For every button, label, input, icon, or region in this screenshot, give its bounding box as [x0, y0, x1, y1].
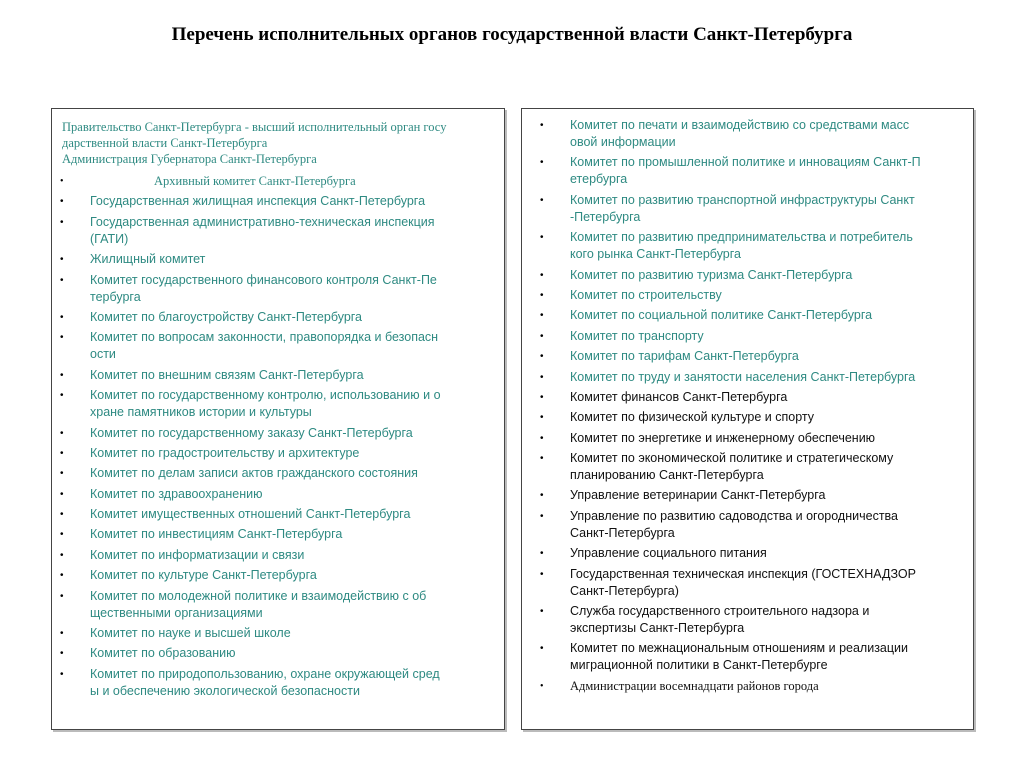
list-item-line: Комитет по природопользованию, охране окружающей сред [90, 666, 440, 681]
list-item-line: Комитет по благоустройству Санкт-Петербурга [90, 309, 363, 324]
list-item-line: ы и обеспечению экологической безопасности [90, 683, 360, 698]
list-item [532, 640, 972, 674]
list-item [52, 625, 506, 642]
bullet-icon: • [540, 310, 544, 322]
bullet-icon: • [540, 289, 544, 301]
bullet-icon: • [540, 643, 544, 655]
list-item-line: Комитет по молодежной политике и взаимодействию с об [90, 588, 427, 603]
list-item [52, 425, 506, 442]
list-item-line: Комитет по социальной политике Санкт-Петербурга [570, 308, 873, 323]
list-item [532, 328, 972, 345]
list-item-line: Комитет по транспорту [570, 328, 704, 343]
list-item [532, 603, 972, 637]
list-item-line: Комитет по экономической политике и стратегическому [570, 451, 894, 466]
list-item-line: Архивный комитет Санкт-Петербурга [154, 174, 356, 188]
list-item-line: Комитет по развитию транспортной инфраструктуры Санкт [570, 192, 915, 207]
list-item [52, 547, 506, 564]
list-item-line: Государственная административно-техническая инспекция [90, 214, 435, 229]
list-item-line: Комитет по межнациональным отношениям и реализации [570, 641, 909, 656]
list-item-line: Комитет по развитию предпринимательства и потребитель [570, 230, 913, 245]
list-item [532, 369, 972, 386]
list-item [532, 678, 972, 695]
list-item [52, 329, 506, 363]
government-intro [62, 119, 500, 167]
list-item [532, 117, 972, 151]
list-item [532, 348, 972, 365]
bullet-icon: • [540, 330, 544, 342]
bullet-icon: • [540, 157, 544, 169]
list-item-line: Комитет по государственному контролю, использованию и о [90, 388, 441, 403]
list-item-line: Санкт-Петербурга) [570, 583, 679, 598]
bullet-icon: • [60, 668, 64, 680]
list-item-line: Комитет по внешним связям Санкт-Петербурга [90, 367, 364, 382]
list-item [52, 645, 506, 662]
list-item [52, 588, 506, 622]
bullet-icon: • [60, 216, 64, 228]
bullet-icon: • [60, 176, 64, 187]
list-item [52, 367, 506, 384]
list-item [532, 487, 972, 504]
bullet-icon: • [540, 351, 544, 363]
bullet-icon: • [540, 391, 544, 403]
list-item-line: Комитет по градостроительству и архитектуре [90, 445, 360, 460]
bullet-icon: • [540, 548, 544, 560]
bullet-icon: • [60, 311, 64, 323]
list-item-line: Комитет по делам записи актов гражданского состояния [90, 466, 418, 481]
list-item-line: Комитет по образованию [90, 646, 236, 661]
list-item-line: етербурга [570, 172, 628, 187]
list-item-line: Комитет по здравоохранению [90, 486, 263, 501]
list-item [52, 666, 506, 700]
bullet-icon: • [60, 427, 64, 439]
list-item-line: -Петербурга [570, 209, 641, 224]
list-item-line: Комитет по вопросам законности, правопорядка и безопасн [90, 330, 439, 345]
bullet-icon: • [60, 648, 64, 660]
list-item [532, 192, 972, 226]
bullet-icon: • [60, 529, 64, 541]
list-item [52, 272, 506, 306]
list-item [532, 229, 972, 263]
list-item-line: Комитет по информатизации и связи [90, 547, 305, 562]
bullet-icon: • [540, 568, 544, 580]
bullet-icon: • [60, 488, 64, 500]
list-item-line: щественными организациями [90, 605, 263, 620]
list-item-line: Комитет по физической культуре и спорту [570, 410, 815, 425]
left-agency-list [52, 173, 506, 703]
list-item [52, 173, 506, 190]
list-item-line: Комитет имущественных отношений Санкт-Петербурга [90, 507, 411, 522]
list-item-line: Комитет по культуре Санкт-Петербурга [90, 568, 317, 583]
bullet-icon: • [60, 332, 64, 344]
list-item [532, 267, 972, 284]
list-item [52, 214, 506, 248]
list-item-line: кого рынка Санкт-Петербурга [570, 247, 741, 262]
intro-line: дарственной власти Санкт-Петербурга [62, 136, 268, 150]
bullet-icon: • [540, 680, 544, 692]
list-item-line: Управление ветеринарии Санкт-Петербурга [570, 488, 826, 503]
list-item [52, 251, 506, 268]
bullet-icon: • [60, 274, 64, 286]
bullet-icon: • [540, 269, 544, 281]
list-item-line: Комитет по развитию туризма Санкт-Петербурга [570, 267, 853, 282]
list-item [52, 445, 506, 462]
list-item [52, 465, 506, 482]
list-item [532, 154, 972, 188]
bullet-icon: • [540, 194, 544, 206]
list-item-line: Администрации восемнадцати районов города [570, 678, 819, 693]
list-item-line: Комитет по печати и взаимодействию со средствами масс [570, 118, 910, 132]
list-item [532, 409, 972, 426]
bullet-icon: • [60, 369, 64, 381]
list-item-line: Комитет по промышленной политике и инновациям Санкт-П [570, 155, 921, 170]
list-item [532, 508, 972, 542]
list-item-line: тербурга [90, 289, 141, 304]
list-item [532, 566, 972, 600]
bullet-icon: • [540, 453, 544, 465]
list-item [532, 430, 972, 447]
list-item-line: Комитет финансов Санкт-Петербурга [570, 389, 788, 404]
bullet-icon: • [540, 412, 544, 424]
page-title: Перечень исполнительных органов государственной власти Санкт-Петербурга [171, 24, 853, 45]
bullet-icon: • [60, 628, 64, 640]
list-item [52, 506, 506, 523]
left-column-box [51, 108, 505, 730]
list-item-line: Комитет по труду и занятости населения Санкт-Петербурга [570, 369, 916, 384]
bullet-icon: • [540, 510, 544, 522]
bullet-icon: • [540, 232, 544, 244]
list-item-line: Управление социального питания [570, 546, 767, 561]
bullet-icon: • [60, 549, 64, 561]
bullet-icon: • [540, 490, 544, 502]
list-item-line: хране памятников истории и культуры [90, 405, 312, 420]
bullet-icon: • [540, 606, 544, 618]
bullet-icon: • [540, 371, 544, 383]
list-item-line: экспертизы Санкт-Петербурга [570, 621, 745, 636]
list-item [52, 526, 506, 543]
list-item-line: Комитет государственного финансового контроля Санкт-Пе [90, 272, 437, 287]
list-item [532, 287, 972, 304]
list-item [532, 545, 972, 562]
list-item [532, 389, 972, 406]
list-item-line: Государственная жилищная инспекция Санкт-Петербурга [90, 194, 426, 209]
list-item [52, 309, 506, 326]
list-item-line: (ГАТИ) [90, 231, 129, 246]
bullet-icon: • [60, 509, 64, 521]
list-item [52, 193, 506, 210]
list-item-line: Комитет по строительству [570, 287, 722, 302]
bullet-icon: • [60, 196, 64, 208]
right-agency-list [532, 117, 972, 698]
intro-line: Администрация Губернатора Санкт-Петербурга [62, 152, 317, 166]
list-item-line: планированию Санкт-Петербурга [570, 468, 764, 483]
list-item-line: Государственная техническая инспекция (ГОСТЕХНАДЗОР [570, 566, 916, 581]
list-item-line: Комитет по инвестициям Санкт-Петербурга [90, 527, 343, 542]
list-item-line: Комитет по тарифам Санкт-Петербурга [570, 349, 799, 364]
list-item-line: Служба государственного строительного надзора и [570, 604, 870, 619]
bullet-icon: • [540, 432, 544, 444]
list-item [52, 387, 506, 421]
bullet-icon: • [60, 570, 64, 582]
list-item [52, 567, 506, 584]
bullet-icon: • [60, 390, 64, 402]
list-item [532, 307, 972, 324]
right-column-box [521, 108, 974, 730]
bullet-icon: • [60, 468, 64, 480]
list-item-line: Управление по развитию садоводства и огородничества [570, 508, 898, 523]
list-item [52, 486, 506, 503]
bullet-icon: • [60, 254, 64, 266]
list-item-line: Комитет по государственному заказу Санкт-Петербурга [90, 425, 413, 440]
bullet-icon: • [60, 590, 64, 602]
intro-line: Правительство Санкт-Петербурга - высший исполнительный орган госу [62, 120, 447, 134]
list-item [532, 450, 972, 484]
list-item-line: ости [90, 347, 116, 362]
list-item-line: овой информации [570, 135, 676, 149]
list-item-line: миграционной политики в Санкт-Петербурге [570, 658, 828, 673]
list-item-line: Жилищный комитет [90, 252, 206, 267]
bullet-icon: • [540, 120, 544, 131]
list-item-line: Комитет по науке и высшей школе [90, 626, 291, 641]
list-item-line: Комитет по энергетике и инженерному обеспечению [570, 430, 876, 445]
list-item-line: Санкт-Петербурга [570, 525, 675, 540]
bullet-icon: • [60, 447, 64, 459]
